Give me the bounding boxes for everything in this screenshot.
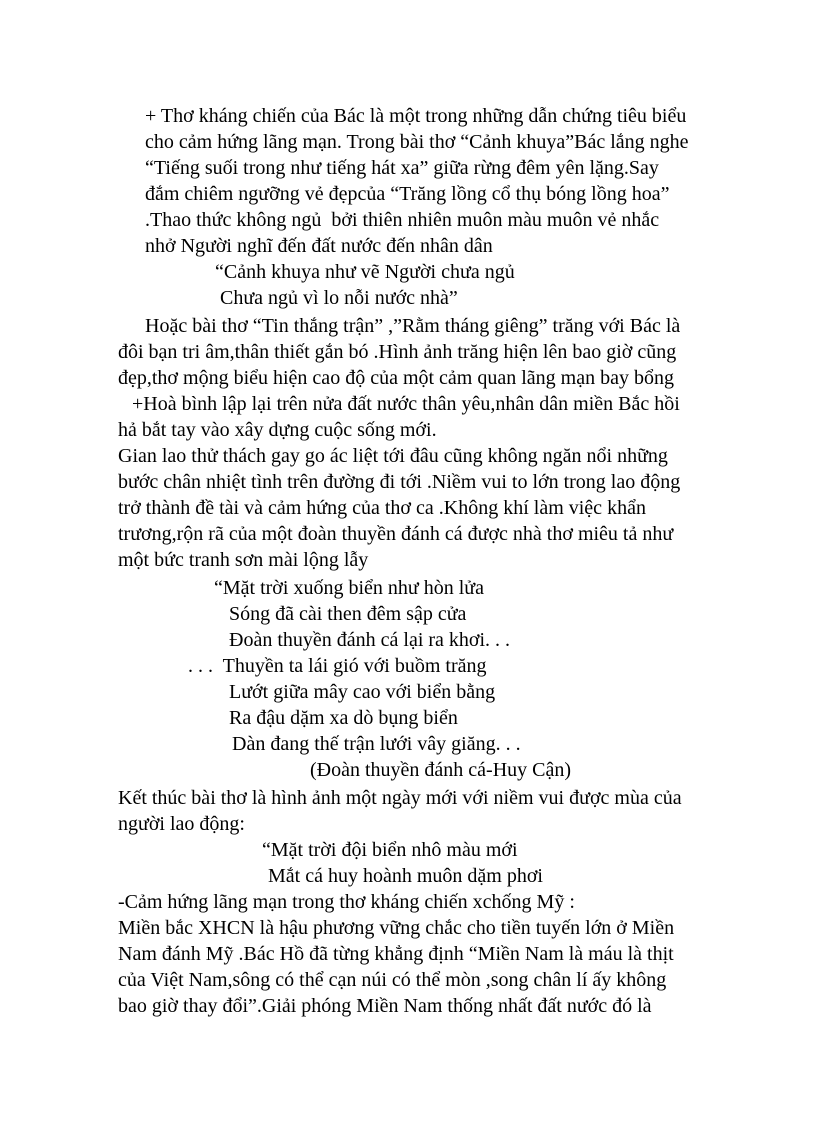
poem-line-1: “Cảnh khuya như vẽ Người chưa ngủ — [215, 261, 515, 283]
text-line-5: .Thao thức không ngủ bởi thiên nhiên muôn màu muôn vẻ nhắc — [145, 209, 660, 231]
text-line-15: bước chân nhiệt tình trên đường đi tới .Niềm vui to lớn trong lao động — [118, 471, 681, 493]
poem-line-4: Sóng đã cài then đêm sập cửa — [229, 603, 467, 625]
text-line-10: đôi bạn tri âm,thân thiết gắn bó .Hình ảnh trăng hiện lên bao giờ cũng — [118, 341, 677, 363]
text-line-13: hả bắt tay vào xây dựng cuộc sống mới. — [118, 419, 437, 441]
text-line-4: đắm chiêm ngưỡng vẻ đẹpcủa “Trăng lồng cổ thụ bóng lồng hoa” — [145, 183, 670, 205]
poem-line-10: “Mặt trời đội biển nhô màu mới — [262, 839, 518, 861]
poem-line-6: . . . Thuyền ta lái gió với buồm trăng — [188, 655, 487, 677]
text-line-18: một bức tranh sơn mài lộng lẫy — [118, 549, 369, 571]
poem-line-7: Lướt giữa mây cao với biển bằng — [229, 681, 496, 703]
text-line-16: trở thành đề tài và cảm hứng của thơ ca .Không khí làm việc khẩn — [118, 497, 646, 519]
text-line-11: đẹp,thơ mộng biểu hiện cao độ của một cảm quan lãng mạn bay bổng — [118, 367, 674, 389]
text-line-6: nhở Người nghĩ đến đất nước đến nhân dân — [145, 235, 493, 257]
poem-line-3: “Mặt trời xuống biển như hòn lửa — [214, 577, 484, 599]
poem-line-9: Dàn đang thế trận lưới vây giăng. . . — [232, 733, 521, 755]
text-line-34: của Việt Nam,sông có thể cạn núi có thể mòn ,song chân lí ấy không — [118, 969, 667, 991]
text-line-17: trương,rộn rã của một đoàn thuyền đánh cá được nhà thơ miêu tả như — [118, 523, 674, 545]
poem-attribution: (Đoàn thuyền đánh cá-Huy Cận) — [310, 759, 572, 781]
poem-line-11: Mắt cá huy hoành muôn dặm phơi — [268, 865, 543, 887]
text-line-9: Hoặc bài thơ “Tin thắng trận” ,”Rằm tháng giêng” trăng với Bác là — [145, 315, 681, 337]
text-line-12: +Hoà bình lập lại trên nửa đất nước thân yêu,nhân dân miền Bắc hồi — [132, 393, 680, 415]
poem-line-5: Đoàn thuyền đánh cá lại ra khơi. . . — [229, 629, 511, 651]
text-line-27: Kết thúc bài thơ là hình ảnh một ngày mới với niềm vui được mùa của — [118, 787, 682, 809]
text-line-14: Gian lao thử thách gay go ác liệt tới đâu cũng không ngăn nổi những — [118, 445, 668, 467]
text-line-33: Nam đánh Mỹ .Bác Hồ đã từng khẳng định “Miền Nam là máu là thịt — [118, 943, 674, 965]
text-line-31: -Cảm hứng lãng mạn trong thơ kháng chiến xchống Mỹ : — [118, 891, 575, 913]
text-line-28: người lao động: — [118, 813, 245, 835]
poem-line-2: Chưa ngủ vì lo nỗi nước nhà” — [220, 287, 458, 309]
text-line-1: + Thơ kháng chiến của Bác là một trong những dẫn chứng tiêu biểu — [145, 105, 687, 127]
text-line-35: bao giờ thay đổi”.Giải phóng Miền Nam thống nhất đất nước đó là — [118, 995, 652, 1017]
text-line-2: cho cảm hứng lãng mạn. Trong bài thơ “Cảnh khuya”Bác lắng nghe — [145, 131, 689, 153]
text-line-3: “Tiếng suối trong như tiếng hát xa” giữa rừng đêm yên lặng.Say — [145, 157, 659, 179]
poem-line-8: Ra đậu dặm xa dò bụng biển — [229, 707, 458, 729]
text-line-32: Miền bắc XHCN là hậu phương vững chắc cho tiền tuyến lớn ở Miền — [118, 917, 675, 939]
